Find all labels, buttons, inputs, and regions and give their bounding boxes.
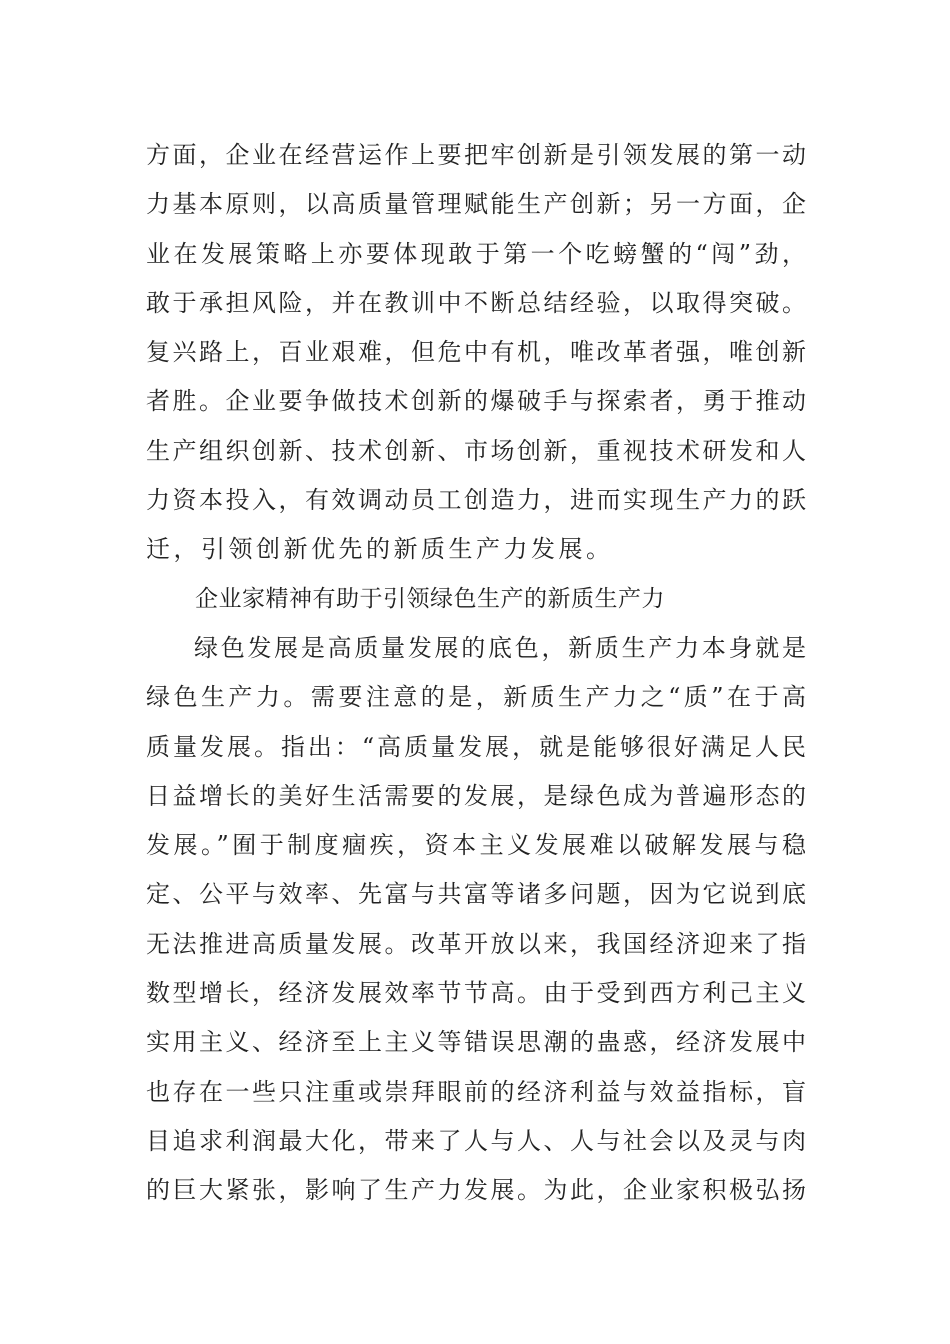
text-line: 实用主义、经济至上主义等错误思潮的蛊惑，经济发展中 bbox=[146, 1028, 806, 1057]
document-page bbox=[146, 131, 806, 1216]
text-line: 迁，引领创新优先的新质生产力发展。 bbox=[146, 535, 614, 564]
text-line: 绿色生产力。需要注意的是，新质生产力之“质”在于高 bbox=[146, 683, 806, 712]
text-line: 发展。”囿于制度痼疾，资本主义发展难以破解发展与稳 bbox=[146, 831, 806, 860]
text-line: 日益增长的美好生活需要的发展，是绿色成为普遍形态的 bbox=[146, 781, 806, 810]
text-line: 复兴路上，百业艰难，但危中有机，唯改革者强，唯创新 bbox=[146, 338, 806, 367]
section-heading: 企业家精神有助于引领绿色生产的新质生产力 bbox=[195, 585, 665, 612]
paragraph-innovation bbox=[146, 131, 806, 575]
text-line: 力基本原则，以高质量管理赋能生产创新；另一方面，企 bbox=[146, 190, 806, 219]
text-line: 数型增长，经济发展效率节节高。由于受到西方利己主义 bbox=[146, 979, 806, 1008]
text-line: 力资本投入，有效调动员工创造力，进而实现生产力的跃 bbox=[146, 486, 806, 515]
text-line: 绿色发展是高质量发展的底色，新质生产力本身就是 bbox=[194, 633, 806, 662]
text-line: 者胜。企业要争做技术创新的爆破手与探索者，勇于推动 bbox=[146, 387, 806, 416]
text-line: 质量发展。指出：“高质量发展，就是能够很好满足人民 bbox=[146, 732, 806, 761]
text-line: 的巨大紧张，影响了生产力发展。为此，企业家积极弘扬 bbox=[146, 1176, 806, 1205]
text-line: 方面，企业在经营运作上要把牢创新是引领发展的第一动 bbox=[146, 141, 806, 169]
text-line: 无法推进高质量发展。改革开放以来，我国经济迎来了指 bbox=[146, 929, 806, 958]
paragraph-green-development bbox=[146, 624, 806, 1216]
text-line: 业在发展策略上亦要体现敢于第一个吃螃蟹的“闯”劲， bbox=[146, 239, 806, 268]
text-line: 定、公平与效率、先富与共富等诸多问题，因为它说到底 bbox=[146, 880, 806, 909]
text-line: 生产组织创新、技术创新、市场创新，重视技术研发和人 bbox=[146, 436, 806, 465]
text-line: 目追求利润最大化，带来了人与人、人与社会以及灵与肉 bbox=[146, 1126, 806, 1155]
text-line: 也存在一些只注重或崇拜眼前的经济利益与效益指标，盲 bbox=[146, 1077, 806, 1106]
text-line: 敢于承担风险，并在教训中不断总结经验，以取得突破。 bbox=[146, 288, 806, 317]
